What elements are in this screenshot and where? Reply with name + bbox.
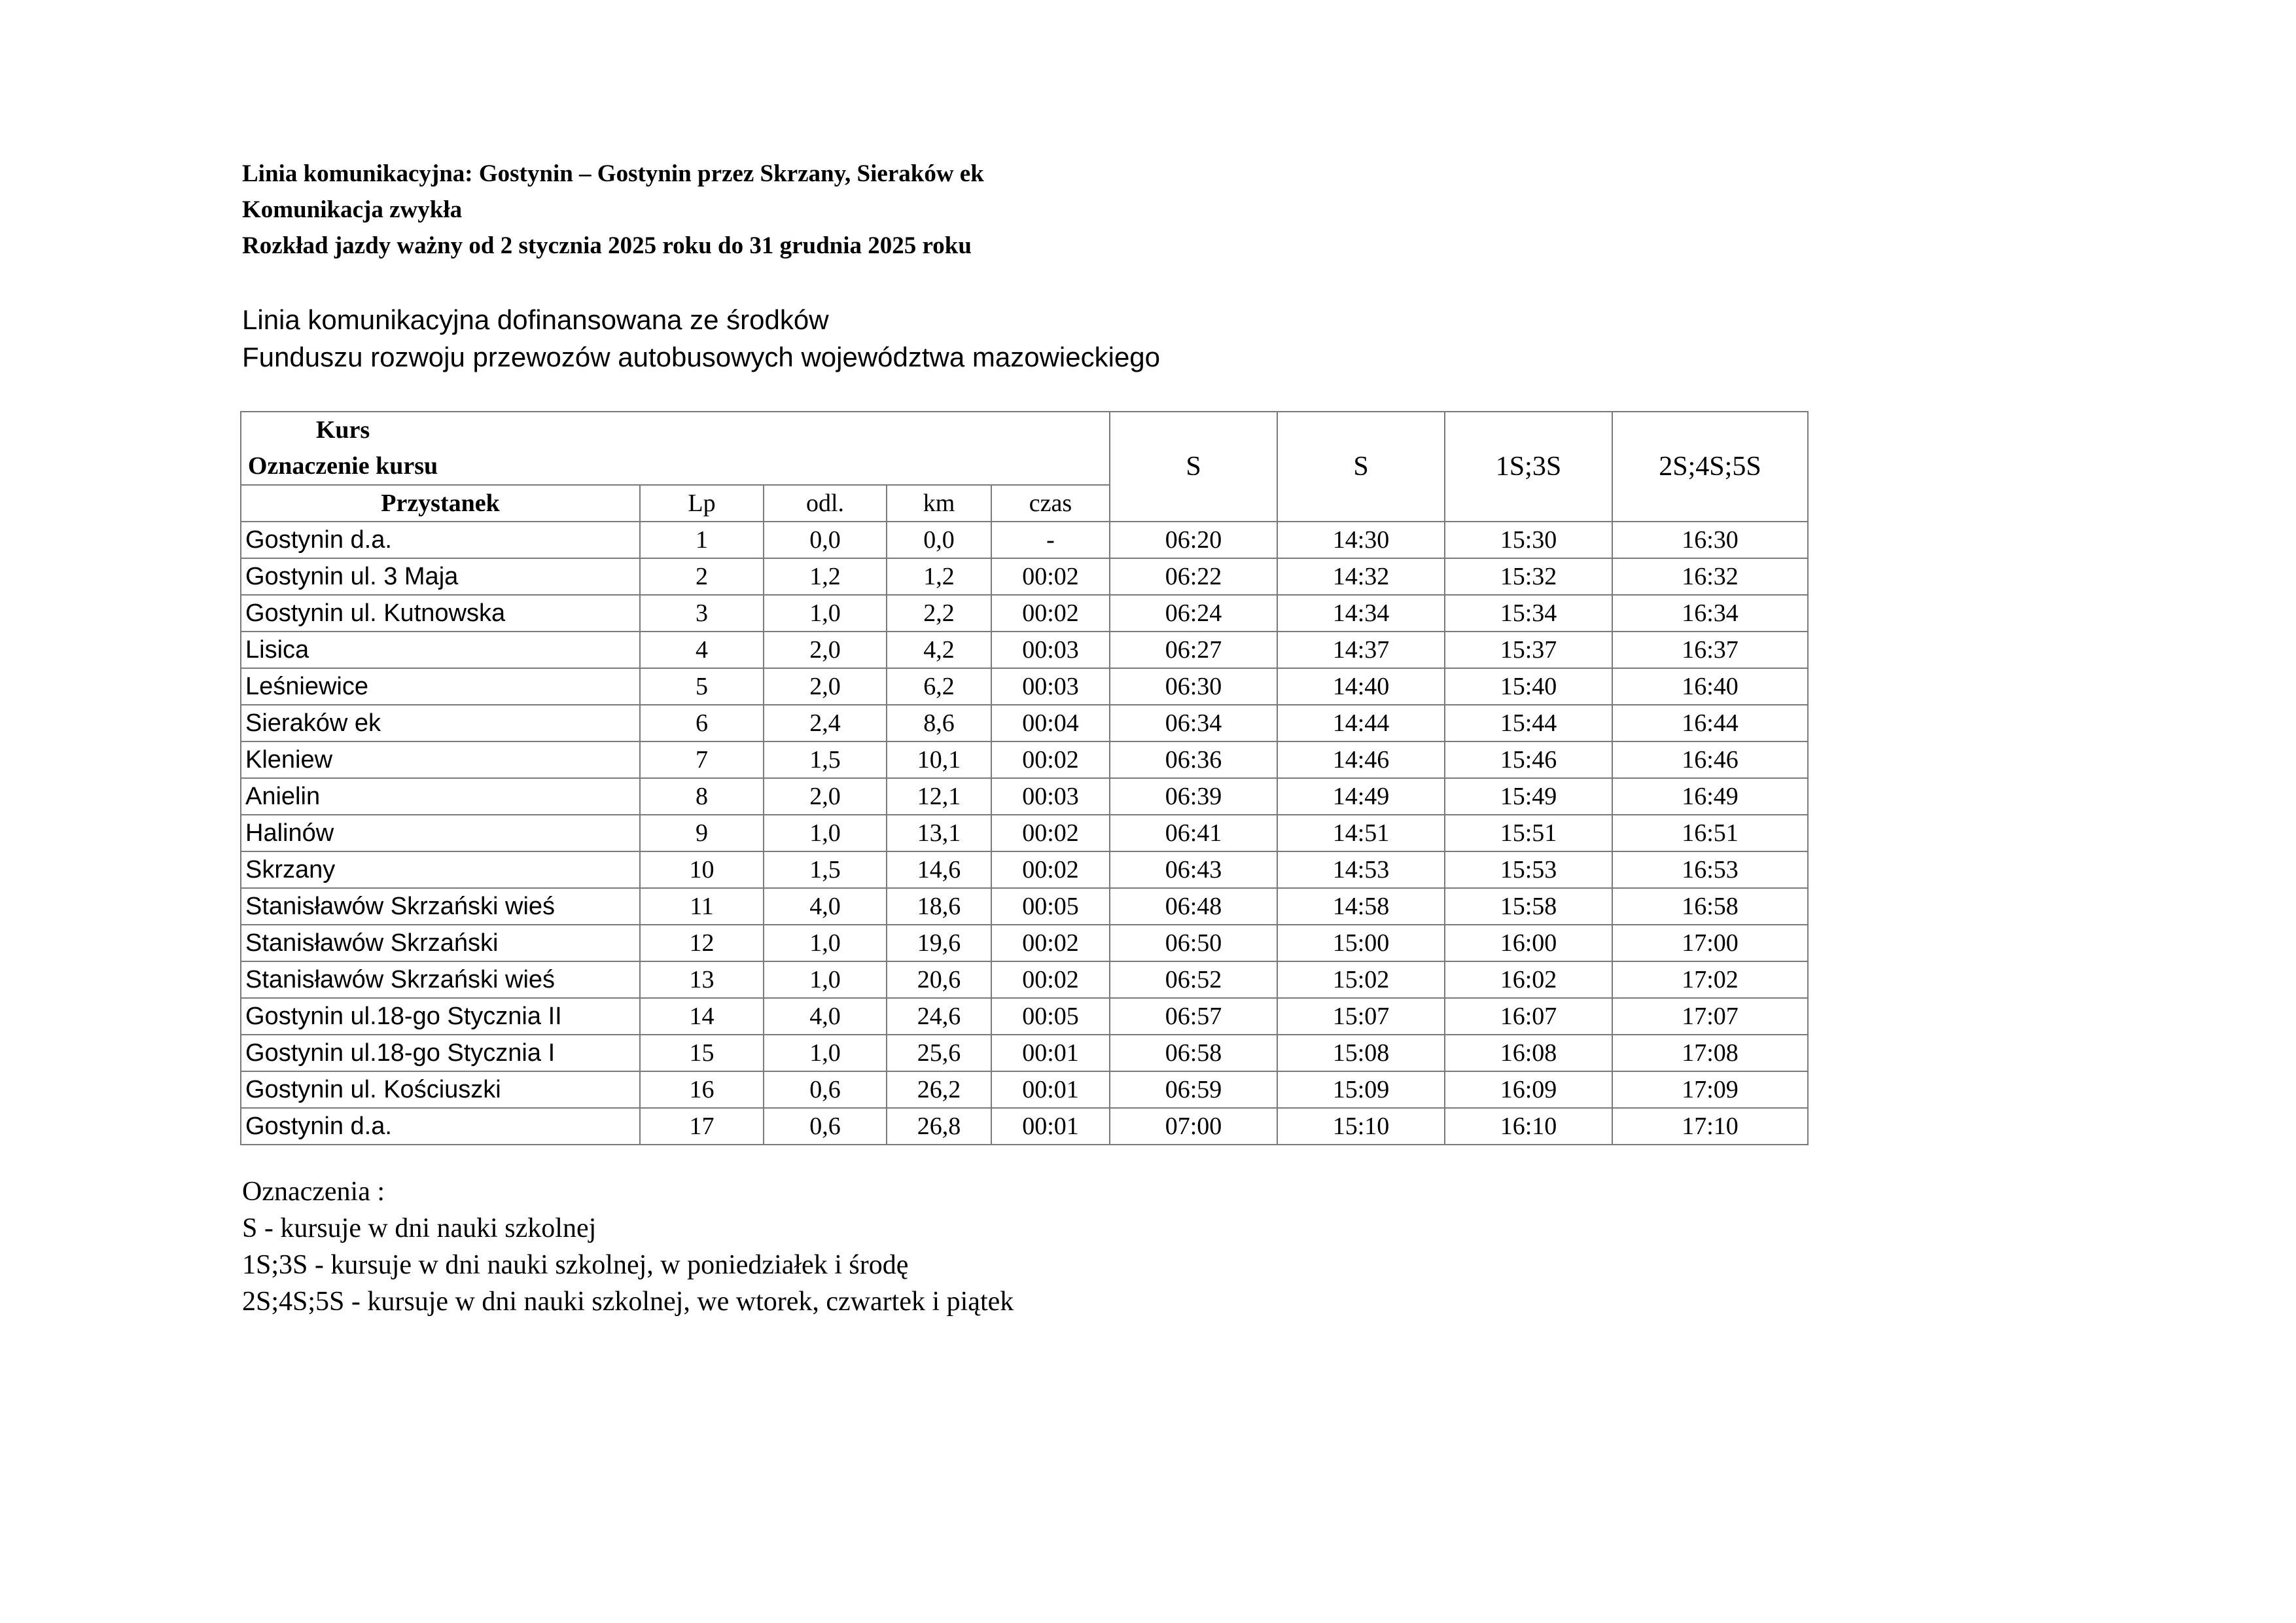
- departure-course-2: 14:44: [1277, 705, 1445, 741]
- departure-course-1: 06:22: [1110, 558, 1277, 595]
- travel-time: 00:02: [991, 595, 1110, 632]
- stop-name: Sieraków ek: [241, 705, 640, 741]
- departure-course-2: 14:30: [1277, 522, 1445, 558]
- stop-number: 6: [640, 705, 764, 741]
- travel-time: 00:01: [991, 1108, 1110, 1145]
- departure-course-2: 14:58: [1277, 888, 1445, 925]
- distance: 2,0: [764, 668, 887, 705]
- departure-course-1: 06:34: [1110, 705, 1277, 741]
- stop-name: Gostynin ul.18-go Stycznia II: [241, 998, 640, 1035]
- distance: 1,0: [764, 815, 887, 851]
- table-row: [241, 888, 1808, 925]
- departure-course-3: 15:34: [1445, 595, 1612, 632]
- stop-number: 3: [640, 595, 764, 632]
- departure-course-4: 17:02: [1612, 961, 1808, 998]
- departure-course-3: 15:37: [1445, 632, 1612, 668]
- departure-course-2: 14:46: [1277, 741, 1445, 778]
- departure-course-1: 06:41: [1110, 815, 1277, 851]
- departure-course-3: 16:00: [1445, 925, 1612, 961]
- legend-title: Oznaczenia :: [242, 1177, 385, 1207]
- stop-number: 8: [640, 778, 764, 815]
- service-type: Komunikacja zwykła: [242, 196, 463, 223]
- stop-number: 13: [640, 961, 764, 998]
- stop-number: 10: [640, 851, 764, 888]
- departure-course-4: 16:34: [1612, 595, 1808, 632]
- distance: 4,0: [764, 888, 887, 925]
- departure-course-1: 06:50: [1110, 925, 1277, 961]
- stop-number: 14: [640, 998, 764, 1035]
- departure-course-1: 06:24: [1110, 595, 1277, 632]
- table-row: [241, 668, 1808, 705]
- departure-course-3: 16:02: [1445, 961, 1612, 998]
- distance: 0,6: [764, 1071, 887, 1108]
- kurs-label: Kurs: [315, 416, 370, 444]
- distance: 1,0: [764, 961, 887, 998]
- departure-course-4: 16:32: [1612, 558, 1808, 595]
- cumulative-km: 20,6: [887, 961, 991, 998]
- cumulative-km: 18,6: [887, 888, 991, 925]
- departure-course-2: 14:37: [1277, 632, 1445, 668]
- document-header: [242, 156, 984, 264]
- stop-name: Stanisławów Skrzański wieś: [241, 888, 640, 925]
- oznaczenie-kursu-label: Oznaczenie kursu: [247, 452, 438, 480]
- cumulative-km: 24,6: [887, 998, 991, 1035]
- travel-time: 00:04: [991, 705, 1110, 741]
- departure-course-1: 06:30: [1110, 668, 1277, 705]
- travel-time: 00:02: [991, 741, 1110, 778]
- table-row: [241, 595, 1808, 632]
- cumulative-km: 1,2: [887, 558, 991, 595]
- departure-course-2: 15:09: [1277, 1071, 1445, 1108]
- departure-course-3: 15:44: [1445, 705, 1612, 741]
- cumulative-km: 26,8: [887, 1108, 991, 1145]
- cumulative-km: 13,1: [887, 815, 991, 851]
- distance: 1,2: [764, 558, 887, 595]
- departure-course-3: 15:32: [1445, 558, 1612, 595]
- stop-name: Skrzany: [241, 851, 640, 888]
- distance: 1,0: [764, 1035, 887, 1071]
- departure-course-2: 15:08: [1277, 1035, 1445, 1071]
- travel-time: 00:01: [991, 1035, 1110, 1071]
- table-row: [241, 961, 1808, 998]
- table-row: [241, 705, 1808, 741]
- table-header-row-1: [241, 412, 1808, 485]
- departure-course-1: 07:00: [1110, 1108, 1277, 1145]
- departure-course-1: 06:59: [1110, 1071, 1277, 1108]
- departure-course-2: 14:40: [1277, 668, 1445, 705]
- departure-course-4: 16:40: [1612, 668, 1808, 705]
- departure-course-1: 06:58: [1110, 1035, 1277, 1071]
- departure-course-4: 16:49: [1612, 778, 1808, 815]
- stop-name: Gostynin ul.18-go Stycznia I: [241, 1035, 640, 1071]
- departure-course-2: 15:00: [1277, 925, 1445, 961]
- stop-number: 15: [640, 1035, 764, 1071]
- stop-name: Gostynin ul. Kościuszki: [241, 1071, 640, 1108]
- table-row: [241, 815, 1808, 851]
- cumulative-km: 14,6: [887, 851, 991, 888]
- departure-course-1: 06:48: [1110, 888, 1277, 925]
- cumulative-km: 25,6: [887, 1035, 991, 1071]
- departure-course-2: 14:51: [1277, 815, 1445, 851]
- distance: 0,6: [764, 1108, 887, 1145]
- travel-time: 00:01: [991, 1071, 1110, 1108]
- departure-course-3: 15:40: [1445, 668, 1612, 705]
- funding-line-1: Linia komunikacyjna dofinansowana ze środków: [242, 304, 829, 335]
- distance: 1,0: [764, 925, 887, 961]
- cumulative-km: 10,1: [887, 741, 991, 778]
- departure-course-1: 06:43: [1110, 851, 1277, 888]
- table-row: [241, 1108, 1808, 1145]
- course-header-3: 1S;3S: [1445, 412, 1612, 522]
- table-row: [241, 741, 1808, 778]
- validity-period: Rozkład jazdy ważny od 2 stycznia 2025 roku do 31 grudnia 2025 roku: [242, 232, 972, 259]
- travel-time: 00:03: [991, 632, 1110, 668]
- departure-course-1: 06:36: [1110, 741, 1277, 778]
- travel-time: 00:02: [991, 961, 1110, 998]
- departure-course-2: 15:07: [1277, 998, 1445, 1035]
- table-row: [241, 1035, 1808, 1071]
- km-header: km: [887, 485, 991, 522]
- departure-course-2: 15:02: [1277, 961, 1445, 998]
- stop-name: Gostynin ul. 3 Maja: [241, 558, 640, 595]
- travel-time: -: [991, 522, 1110, 558]
- departure-course-2: 15:10: [1277, 1108, 1445, 1145]
- table-row: [241, 778, 1808, 815]
- table-row: [241, 1071, 1808, 1108]
- departure-course-1: 06:52: [1110, 961, 1277, 998]
- departure-course-3: 16:09: [1445, 1071, 1612, 1108]
- timetable: [240, 411, 1809, 1145]
- table-row: [241, 632, 1808, 668]
- table-row: [241, 851, 1808, 888]
- stop-number: 4: [640, 632, 764, 668]
- departure-course-4: 16:30: [1612, 522, 1808, 558]
- stop-name: Gostynin ul. Kutnowska: [241, 595, 640, 632]
- stop-number: 9: [640, 815, 764, 851]
- stop-name: Anielin: [241, 778, 640, 815]
- cumulative-km: 6,2: [887, 668, 991, 705]
- stop-number: 5: [640, 668, 764, 705]
- przystanek-header: Przystanek: [241, 485, 640, 522]
- cumulative-km: 12,1: [887, 778, 991, 815]
- legend-item: 1S;3S - kursuje w dni nauki szkolnej, w poniedziałek i środę: [242, 1250, 909, 1280]
- stop-name: Stanisławów Skrzański: [241, 925, 640, 961]
- distance: 0,0: [764, 522, 887, 558]
- departure-course-1: 06:57: [1110, 998, 1277, 1035]
- distance: 2,4: [764, 705, 887, 741]
- stop-name: Leśniewice: [241, 668, 640, 705]
- course-header-4: 2S;4S;5S: [1612, 412, 1808, 522]
- departure-course-4: 16:44: [1612, 705, 1808, 741]
- departure-course-3: 15:51: [1445, 815, 1612, 851]
- legend-item: S - kursuje w dni nauki szkolnej: [242, 1213, 597, 1243]
- travel-time: 00:02: [991, 851, 1110, 888]
- table-row: [241, 998, 1808, 1035]
- course-header-2: S: [1277, 412, 1445, 522]
- departure-course-4: 16:46: [1612, 741, 1808, 778]
- czas-header: czas: [991, 485, 1110, 522]
- stop-name: Gostynin d.a.: [241, 522, 640, 558]
- stop-number: 16: [640, 1071, 764, 1108]
- line-title: Linia komunikacyjna: Gostynin – Gostynin przez Skrzany, Sieraków ek: [242, 160, 984, 187]
- travel-time: 00:05: [991, 888, 1110, 925]
- travel-time: 00:03: [991, 778, 1110, 815]
- stop-name: Kleniew: [241, 741, 640, 778]
- departure-course-4: 17:08: [1612, 1035, 1808, 1071]
- departure-course-4: 16:37: [1612, 632, 1808, 668]
- stop-number: 1: [640, 522, 764, 558]
- kurs-header-cell: [241, 412, 1110, 485]
- distance: 1,5: [764, 851, 887, 888]
- distance: 4,0: [764, 998, 887, 1035]
- stop-name: Stanisławów Skrzański wieś: [241, 961, 640, 998]
- departure-course-1: 06:27: [1110, 632, 1277, 668]
- stop-number: 17: [640, 1108, 764, 1145]
- departure-course-3: 15:46: [1445, 741, 1612, 778]
- departure-course-2: 14:49: [1277, 778, 1445, 815]
- travel-time: 00:05: [991, 998, 1110, 1035]
- stop-number: 12: [640, 925, 764, 961]
- travel-time: 00:02: [991, 558, 1110, 595]
- departure-course-2: 14:53: [1277, 851, 1445, 888]
- departure-course-3: 15:58: [1445, 888, 1612, 925]
- odl-header: odl.: [764, 485, 887, 522]
- cumulative-km: 0,0: [887, 522, 991, 558]
- travel-time: 00:02: [991, 815, 1110, 851]
- cumulative-km: 26,2: [887, 1071, 991, 1108]
- legend-item: 2S;4S;5S - kursuje w dni nauki szkolnej, we wtorek, czwartek i piątek: [242, 1287, 1014, 1317]
- distance: 1,5: [764, 741, 887, 778]
- cumulative-km: 19,6: [887, 925, 991, 961]
- departure-course-2: 14:34: [1277, 595, 1445, 632]
- stop-name: Lisica: [241, 632, 640, 668]
- distance: 2,0: [764, 778, 887, 815]
- stop-number: 2: [640, 558, 764, 595]
- travel-time: 00:02: [991, 925, 1110, 961]
- departure-course-4: 17:09: [1612, 1071, 1808, 1108]
- table-row: [241, 558, 1808, 595]
- departure-course-1: 06:20: [1110, 522, 1277, 558]
- stop-name: Halinów: [241, 815, 640, 851]
- table-row: [241, 522, 1808, 558]
- stop-number: 7: [640, 741, 764, 778]
- departure-course-3: 15:30: [1445, 522, 1612, 558]
- distance: 2,0: [764, 632, 887, 668]
- distance: 1,0: [764, 595, 887, 632]
- lp-header: Lp: [640, 485, 764, 522]
- stop-number: 11: [640, 888, 764, 925]
- stop-name: Gostynin d.a.: [241, 1108, 640, 1145]
- departure-course-3: 16:10: [1445, 1108, 1612, 1145]
- table-row: [241, 925, 1808, 961]
- travel-time: 00:03: [991, 668, 1110, 705]
- funding-note: [242, 301, 1160, 376]
- funding-line-2: Funduszu rozwoju przewozów autobusowych województwa mazowieckiego: [242, 342, 1161, 372]
- departure-course-4: 16:58: [1612, 888, 1808, 925]
- departure-course-3: 16:08: [1445, 1035, 1612, 1071]
- departure-course-4: 16:53: [1612, 851, 1808, 888]
- cumulative-km: 8,6: [887, 705, 991, 741]
- departure-course-3: 16:07: [1445, 998, 1612, 1035]
- course-header-1: S: [1110, 412, 1277, 522]
- departure-course-4: 17:07: [1612, 998, 1808, 1035]
- departure-course-4: 17:00: [1612, 925, 1808, 961]
- departure-course-3: 15:53: [1445, 851, 1612, 888]
- legend: [242, 1173, 1014, 1320]
- departure-course-4: 17:10: [1612, 1108, 1808, 1145]
- cumulative-km: 4,2: [887, 632, 991, 668]
- departure-course-4: 16:51: [1612, 815, 1808, 851]
- cumulative-km: 2,2: [887, 595, 991, 632]
- departure-course-1: 06:39: [1110, 778, 1277, 815]
- departure-course-3: 15:49: [1445, 778, 1612, 815]
- departure-course-2: 14:32: [1277, 558, 1445, 595]
